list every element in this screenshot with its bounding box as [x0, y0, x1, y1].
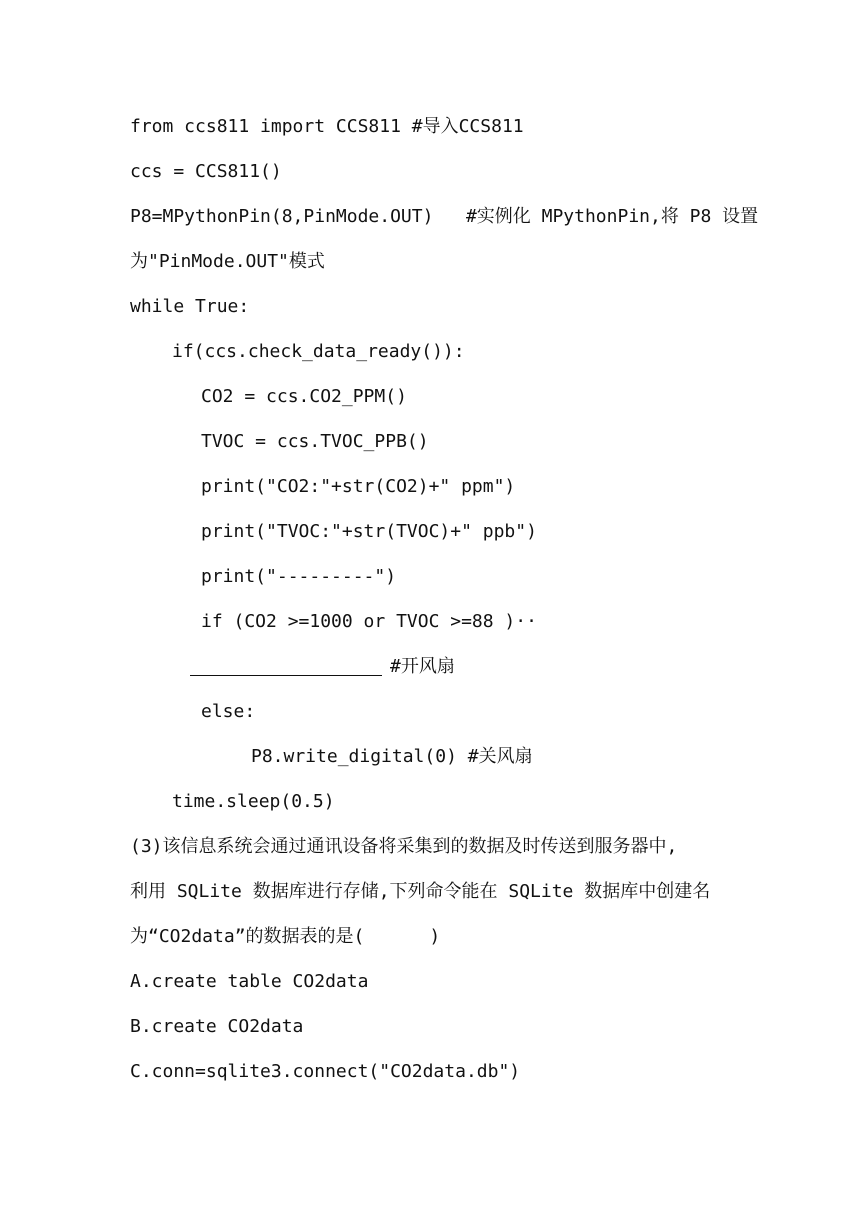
option-c: C.conn=sqlite3.connect("CO2data.db"): [130, 1061, 521, 1082]
code-line-import: from ccs811 import CCS811 #导入CCS811: [130, 116, 524, 137]
question-text-line-3: 为“CO2data”的数据表的是( ): [130, 926, 441, 947]
option-a: A.create table CO2data: [130, 971, 369, 992]
code-line-while: while True:: [130, 296, 250, 317]
code-line-if-ready: if(ccs.check_data_ready()):: [172, 341, 465, 362]
code-line-ccs-init: ccs = CCS811(): [130, 161, 282, 182]
code-line-pin-init: P8=MPythonPin(8,PinMode.OUT) #实例化 MPythonPin,将 P8 设置: [130, 206, 759, 227]
code-line-if-threshold: if (CO2 >=1000 or TVOC >=88 )··: [201, 611, 537, 632]
code-line-fan-off: P8.write_digital(0) #关风扇: [251, 746, 533, 767]
code-line-print-tvoc: print("TVOC:"+str(TVOC)+" ppb"): [201, 521, 537, 542]
option-b: B.create CO2data: [130, 1016, 304, 1037]
code-line-print-co2: print("CO2:"+str(CO2)+" ppm"): [201, 476, 516, 497]
question-text-line-1: (3)该信息系统会通过通讯设备将采集到的数据及时传送到服务器中,: [130, 836, 678, 857]
question-text-line-2: 利用 SQLite 数据库进行存储,下列命令能在 SQLite 数据库中创建名: [130, 881, 711, 902]
code-line-tvoc: TVOC = ccs.TVOC_PPB(): [201, 431, 429, 452]
code-line-pin-comment-cont: 为"PinMode.OUT"模式: [130, 251, 325, 272]
code-line-co2: CO2 = ccs.CO2_PPM(): [201, 386, 407, 407]
code-line-else: else:: [201, 701, 256, 722]
fan-on-comment: #开风扇: [390, 656, 455, 677]
answer-blank: [190, 674, 382, 676]
code-line-print-dashes: print("---------"): [201, 566, 397, 587]
code-line-fill-blank: [190, 652, 455, 682]
code-line-sleep: time.sleep(0.5): [172, 791, 335, 812]
